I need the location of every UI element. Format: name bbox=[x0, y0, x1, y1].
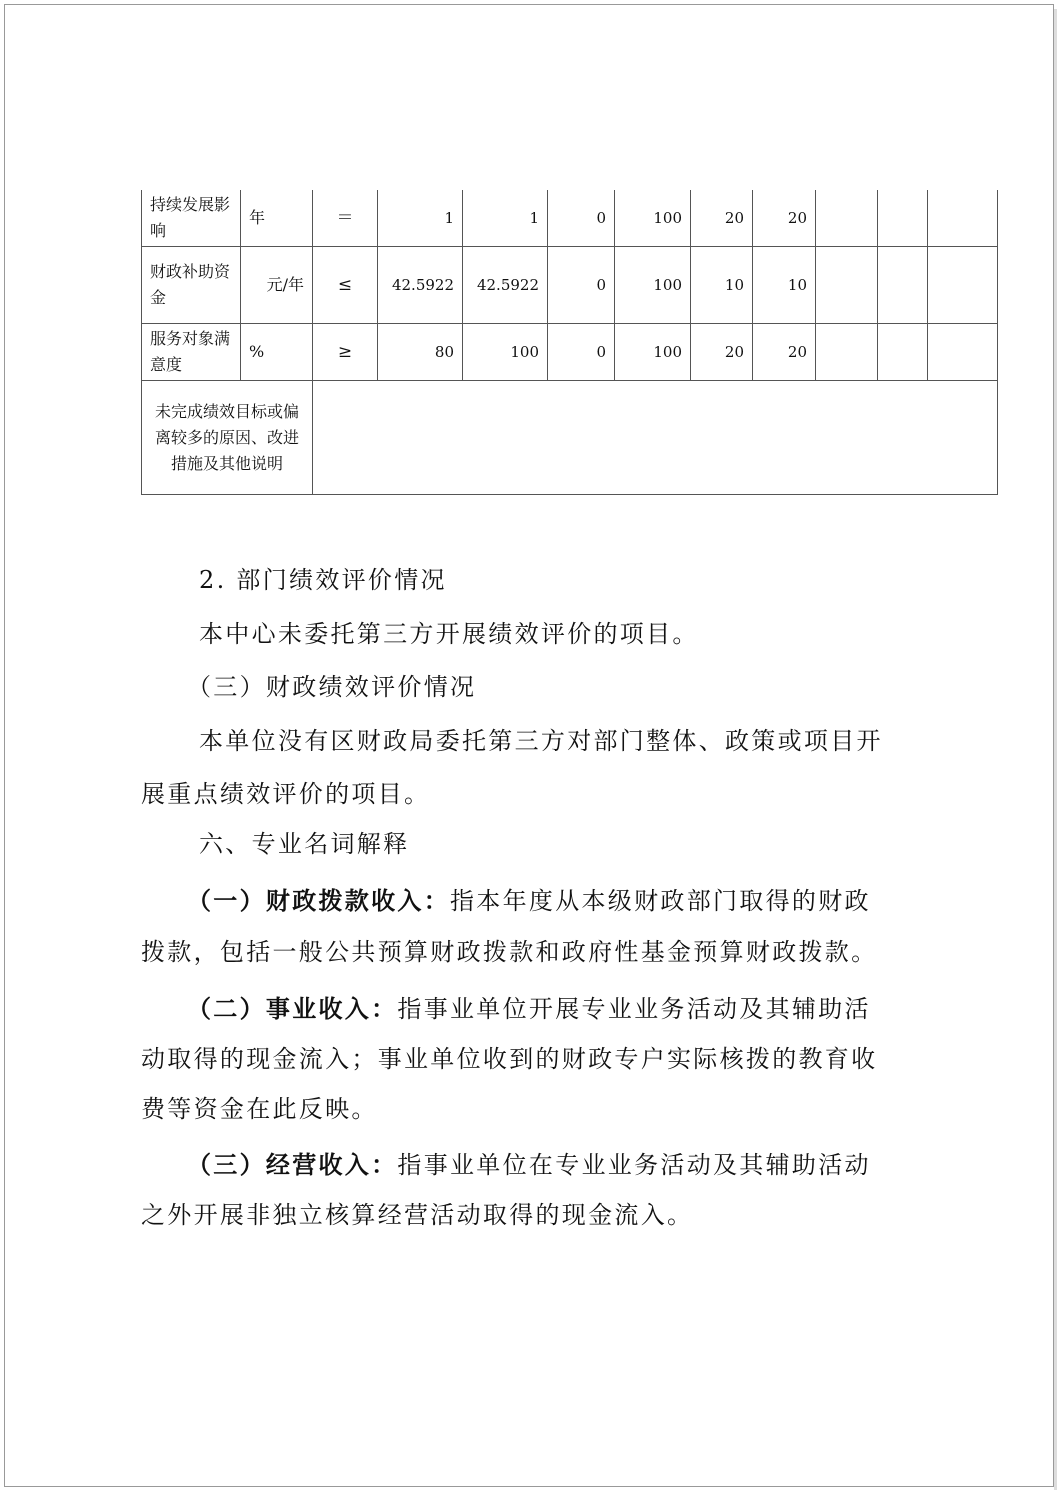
score-rate-cell: 100 bbox=[615, 324, 691, 381]
operator-cell: ≥ bbox=[313, 324, 378, 381]
empty-cell bbox=[928, 247, 998, 324]
empty-cell bbox=[878, 324, 928, 381]
indicator-cell: 服务对象满意度 bbox=[142, 324, 241, 381]
indicator-cell: 持续发展影响 bbox=[142, 190, 241, 247]
weight-cell: 20 bbox=[691, 324, 753, 381]
weight-cell: 10 bbox=[691, 247, 753, 324]
empty-cell bbox=[816, 324, 878, 381]
table-row bbox=[142, 247, 998, 324]
unit-cell: 年 bbox=[241, 190, 313, 247]
score-cell: 20 bbox=[753, 190, 816, 247]
actual-cell: 1 bbox=[463, 190, 548, 247]
deviation-cell: 0 bbox=[548, 247, 615, 324]
section-heading: 六、专业名词解释 bbox=[199, 830, 410, 858]
target-cell: 80 bbox=[378, 324, 463, 381]
table-row-note bbox=[142, 381, 998, 495]
indicator-cell: 财政补助资金 bbox=[142, 247, 241, 324]
paragraph-line: 费等资金在此反映。 bbox=[141, 1095, 378, 1123]
performance-table bbox=[141, 190, 998, 495]
term: （三）经营收入： bbox=[187, 1150, 398, 1179]
unit-cell: 元/年 bbox=[241, 247, 313, 324]
operator-cell: ≤ bbox=[313, 247, 378, 324]
target-cell: 42.5922 bbox=[378, 247, 463, 324]
definition-text: 指事业单位开展专业业务活动及其辅助活 bbox=[397, 995, 871, 1023]
paragraph-line: 之外开展非独立核算经营活动取得的现金流入。 bbox=[141, 1201, 694, 1229]
note-label: 未完成绩效目标或偏离较多的原因、改进措施及其他说明 bbox=[142, 381, 313, 495]
section-heading: 2. 部门绩效评价情况 bbox=[199, 566, 447, 594]
table-row bbox=[142, 190, 998, 247]
definition-line bbox=[141, 1138, 967, 1192]
paragraph-line: 动取得的现金流入；事业单位收到的财政专户实际核拨的教育收 bbox=[141, 1045, 878, 1073]
empty-cell bbox=[878, 247, 928, 324]
table-row bbox=[142, 324, 998, 381]
deviation-cell: 0 bbox=[548, 324, 615, 381]
section-heading: （三）财政绩效评价情况 bbox=[187, 673, 477, 701]
empty-cell bbox=[816, 247, 878, 324]
score-cell: 10 bbox=[753, 247, 816, 324]
target-cell: 1 bbox=[378, 190, 463, 247]
empty-cell bbox=[928, 190, 998, 247]
unit-cell: % bbox=[241, 324, 313, 381]
term: （一）财政拨款收入： bbox=[187, 886, 450, 915]
definition-text: 指事业单位在专业业务活动及其辅助活动 bbox=[397, 1151, 871, 1179]
empty-cell bbox=[878, 190, 928, 247]
paragraph-line: 拨款，包括一般公共预算财政拨款和政府性基金预算财政拨款。 bbox=[141, 938, 878, 966]
actual-cell: 42.5922 bbox=[463, 247, 548, 324]
paragraph: 本中心未委托第三方开展绩效评价的项目。 bbox=[199, 620, 699, 648]
actual-cell: 100 bbox=[463, 324, 548, 381]
operator-cell: ＝ bbox=[313, 190, 378, 247]
definition-line bbox=[141, 982, 967, 1036]
score-rate-cell: 100 bbox=[615, 247, 691, 324]
empty-cell bbox=[928, 324, 998, 381]
deviation-cell: 0 bbox=[548, 190, 615, 247]
score-rate-cell: 100 bbox=[615, 190, 691, 247]
paragraph-line: 展重点绩效评价的项目。 bbox=[141, 780, 431, 808]
score-cell: 20 bbox=[753, 324, 816, 381]
definition-line bbox=[141, 874, 967, 928]
term: （二）事业收入： bbox=[187, 994, 398, 1023]
paragraph-line: 本单位没有区财政局委托第三方对部门整体、政策或项目开 bbox=[199, 727, 883, 755]
note-value bbox=[313, 381, 998, 495]
definition-text: 指本年度从本级财政部门取得的财政 bbox=[450, 887, 871, 915]
weight-cell: 20 bbox=[691, 190, 753, 247]
empty-cell bbox=[816, 190, 878, 247]
